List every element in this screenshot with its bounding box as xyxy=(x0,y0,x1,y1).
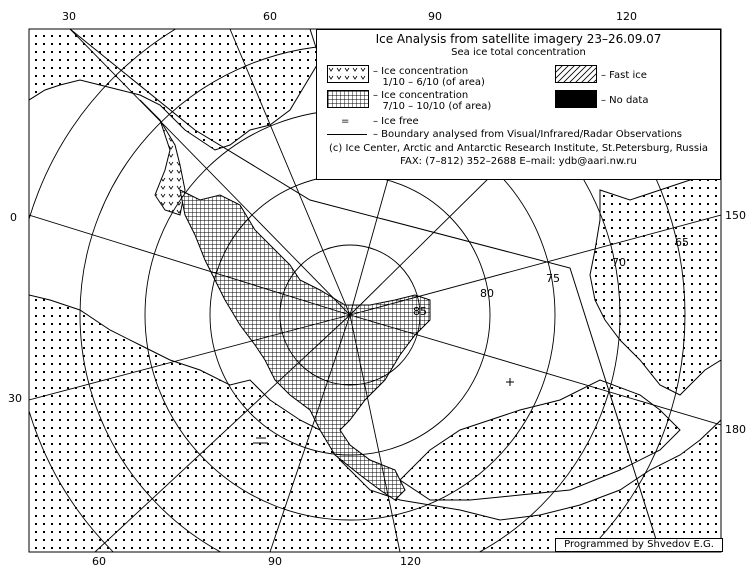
bottom-label-60: 60 xyxy=(92,555,106,568)
boundary-line-icon xyxy=(327,134,367,135)
hatch-pattern-icon xyxy=(556,66,596,82)
lat-label-80: 80 xyxy=(480,287,494,300)
bottom-label-90: 90 xyxy=(268,555,282,568)
credit-institute: (c) Ice Center, Arctic and Antarctic Research Institute, St.Petersburg, Russia xyxy=(329,143,708,154)
right-label-180: 180 xyxy=(725,423,746,436)
legend-ice-low-label: – Ice concentration 1/10 – 6/10 (of area) xyxy=(373,66,485,88)
map-legend xyxy=(316,29,721,180)
bottom-label-120: 120 xyxy=(400,555,421,568)
swatch-ice-low xyxy=(327,65,369,83)
lat-label-75: 75 xyxy=(546,272,560,285)
swatch-ice-high xyxy=(327,90,369,108)
left-label-30: 30 xyxy=(8,392,22,405)
swatch-no-data xyxy=(555,90,597,108)
legend-fast-ice-label: – Fast ice xyxy=(601,70,647,81)
credit-contact: FAX: (7–812) 352–2688 E–mail: ydb@aari.nw.ru xyxy=(400,156,637,167)
vee-pattern-icon xyxy=(328,66,368,82)
grid-pattern-icon xyxy=(328,91,368,107)
programmer-credit: Programmed by Shvedov E.G. xyxy=(555,538,723,552)
ice-free-icon: = xyxy=(341,116,350,127)
lat-label-65: 65 xyxy=(675,236,689,249)
right-label-150: 150 xyxy=(725,209,746,222)
top-label-90: 90 xyxy=(428,10,442,23)
lat-label-85: 85 xyxy=(413,305,427,318)
legend-no-data-label: – No data xyxy=(601,95,649,106)
legend-boundary-label: – Boundary analysed from Visual/Infrared/Radar Observations xyxy=(373,129,682,140)
legend-subtitle: Sea ice total concentration xyxy=(451,47,586,58)
legend-ice-free-label: – Ice free xyxy=(373,116,419,127)
swatch-fast-ice xyxy=(555,65,597,83)
top-label-30: 30 xyxy=(62,10,76,23)
left-label-0: 0 xyxy=(10,211,17,224)
legend-ice-high-label: – Ice concentration 7/10 – 10/10 (of area) xyxy=(373,90,492,112)
top-label-60: 60 xyxy=(263,10,277,23)
legend-title: Ice Analysis from satellite imagery 23–26.09.07 xyxy=(375,32,662,46)
lat-label-70: 70 xyxy=(612,256,626,269)
top-label-120: 120 xyxy=(616,10,637,23)
